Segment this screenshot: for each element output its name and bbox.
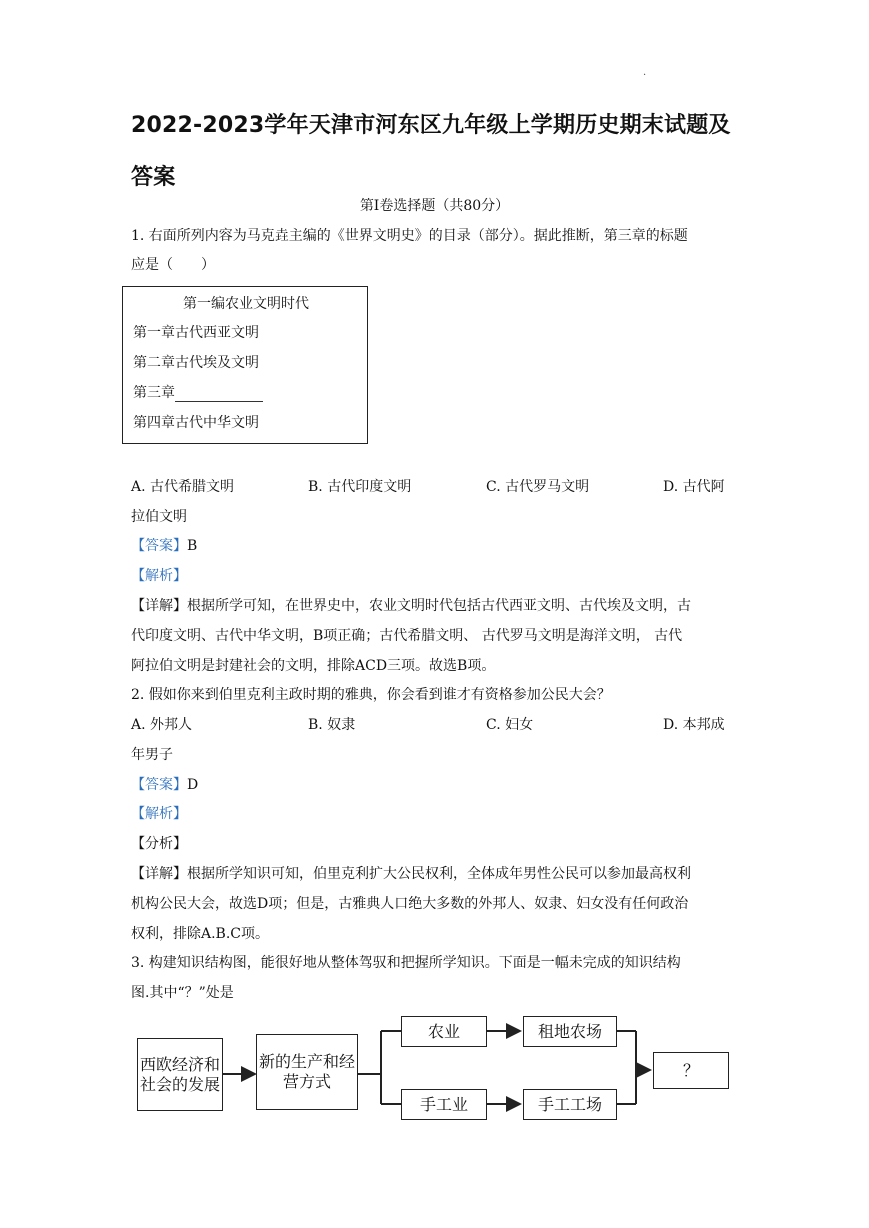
toc-blank-line xyxy=(175,387,263,402)
q2-answer xyxy=(131,775,741,795)
answer-value: B xyxy=(187,538,198,554)
q2-option-b: B. 奴隶 xyxy=(308,717,356,733)
toc-chapter-2: 第二章古代埃及文明 xyxy=(133,355,259,371)
q2-detail-line3: 权利，排除A.B.C项。 xyxy=(131,926,270,942)
q1-detail-line1: 【详解】根据所学可知，在世界史中，农业文明时代包括古代西亚文明、古代埃及文明，古 xyxy=(131,598,691,614)
box-western-europe: 西欧经济和社会的发展 xyxy=(137,1038,223,1111)
toc-chapter-3-label: 第三章 xyxy=(133,385,175,401)
q1-analysis-label: 【解析】 xyxy=(131,568,187,584)
q2-fenxi-label: 【分析】 xyxy=(131,836,187,852)
q1-option-b: B. 古代印度文明 xyxy=(308,479,412,495)
q2-analysis-label: 【解析】 xyxy=(131,806,187,822)
q2-option-a: A. 外邦人 xyxy=(131,717,193,733)
q1-option-d: D. 古代阿 xyxy=(663,479,725,495)
box-new-production: 新的生产和经营方式 xyxy=(256,1034,358,1110)
page-title: 2022-2023学年天津市河东区九年级上学期历史期末试题及答案 xyxy=(131,113,731,190)
toc-chapter-4: 第四章古代中华文明 xyxy=(133,415,259,431)
knowledge-structure-diagram xyxy=(130,1010,740,1130)
q1-option-a: A. 古代希腊文明 xyxy=(131,479,235,495)
q2-option-d-cont: 年男子 xyxy=(131,747,173,763)
page-dot: · xyxy=(643,70,647,81)
box-agriculture: 农业 xyxy=(401,1016,487,1047)
toc-chapter-1: 第一章古代西亚文明 xyxy=(133,325,259,341)
toc-chapter-3 xyxy=(133,382,263,402)
q3-stem-line2: 图.其中“？”处是 xyxy=(131,985,234,1001)
section-heading: 第Ⅰ卷选择题（共80分） xyxy=(359,198,510,214)
q1-option-d-cont: 拉伯文明 xyxy=(131,509,187,525)
q2-stem: 2. 假如你来到伯里克利主政时期的雅典，你会看到谁才有资格参加公民大会？ xyxy=(131,687,611,703)
q1-answer xyxy=(131,536,741,556)
q2-option-d: D. 本邦成 xyxy=(663,717,725,733)
box-question-mark: ？ xyxy=(653,1052,729,1089)
q1-detail-line3: 阿拉伯文明是封建社会的文明，排除ACD三项。故选B项。 xyxy=(131,658,496,674)
answer-label: 【答案】 xyxy=(131,538,187,554)
q3-stem-line1: 3. 构建知识结构图，能很好地从整体驾驭和把握所学知识。下面是一幅未完成的知识结构 xyxy=(131,955,681,971)
q1-option-c: C. 古代罗马文明 xyxy=(486,479,590,495)
answer-value: D xyxy=(187,777,199,793)
answer-label: 【答案】 xyxy=(131,777,187,793)
q2-option-c: C. 妇女 xyxy=(486,717,534,733)
q1-detail-line2: 代印度文明、古代中华文明，B项正确；古代希腊文明、 古代罗马文明是海洋文明， 古代 xyxy=(131,628,683,644)
q1-stem-line2: 应是（ ） xyxy=(131,257,215,273)
q2-detail-line1: 【详解】根据所学知识可知，伯里克利扩大公民权利，全体成年男性公民可以参加最高权利 xyxy=(131,866,691,882)
box-handicraft: 手工业 xyxy=(401,1089,487,1120)
box-workshop: 手工工场 xyxy=(523,1089,617,1120)
q1-table-of-contents xyxy=(122,286,368,444)
box-rented-farm: 租地农场 xyxy=(523,1016,617,1047)
q1-stem-line1: 1. 右面所列内容为马克垚主编的《世界文明史》的目录（部分）。据此推断，第三章的标题 xyxy=(131,228,688,244)
q2-detail-line2: 机构公民大会，故选D项；但是，古雅典人口绝大多数的外邦人、奴隶、妇女没有任何政治 xyxy=(131,896,689,912)
toc-heading: 第一编农业文明时代 xyxy=(183,296,309,312)
